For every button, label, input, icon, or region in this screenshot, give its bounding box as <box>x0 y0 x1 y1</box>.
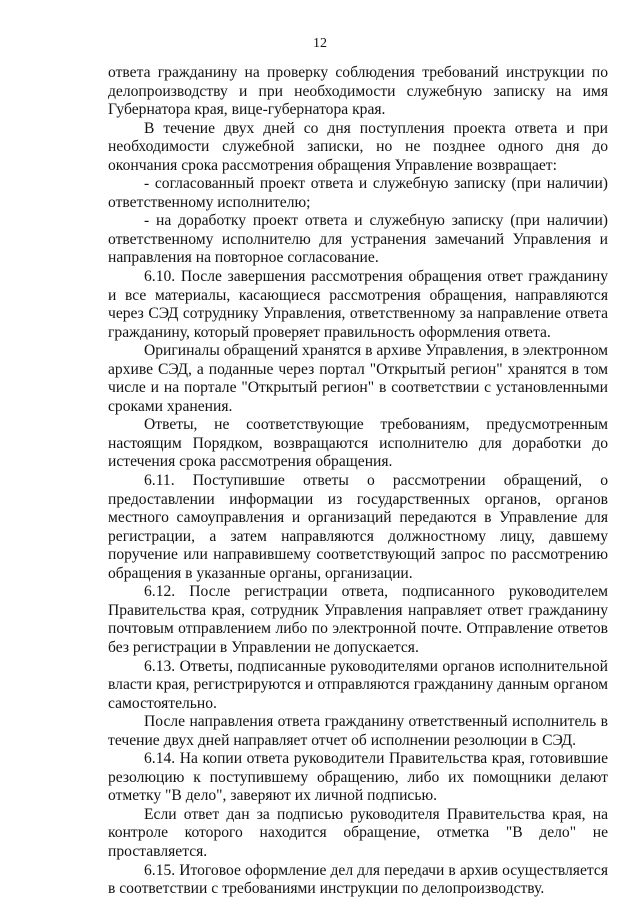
paragraph: Оригиналы обращений хранятся в архиве Управления, в электронном архиве СЭД, а поданные через портал "Открытый регион" хранятся в том числе и на портале "Открытый регион" в соответствии с установленными сроками хранения. <box>108 342 608 415</box>
list-item: - согласованный проект ответа и служебную записку (при наличии) ответственному исполнителю; <box>108 175 608 211</box>
section-6-13: 6.13. Ответы, подписанные руководителями органов исполнительной власти края, регистрируются и отправляются гражданину данным органом самостоятельно. <box>108 657 608 712</box>
paragraph: Если ответ дан за подписью руководителя Правительства края, на контроле которого находится обращение, отметка "В дело" не проставляется. <box>108 805 608 860</box>
section-6-10: 6.10. После завершения рассмотрения обращения ответ гражданину и все материалы, касающиеся рассмотрения обращения, направляются через СЭД сотруднику Управления, ответственному за направление ответа гражданину, который проверяет правильность оформления ответа. <box>108 268 608 341</box>
paragraph: В течение двух дней со дня поступления проекта ответа и при необходимости служебной записки, но не позднее одного дня до окончания срока рассмотрения обращения Управление возвращает: <box>108 119 608 174</box>
section-6-14: 6.14. На копии ответа руководители Правительства края, готовившие резолюцию к поступившему обращению, либо их помощники делают отметку "В дело", заверяют их личной подписью. <box>108 750 608 805</box>
paragraph: Ответы, не соответствующие требованиям, предусмотренным настоящим Порядком, возвращаются исполнителю для доработки до истечения срока рассмотрения обращения. <box>108 416 608 471</box>
list-item: - на доработку проект ответа и служебную записку (при наличии) ответственному исполнителю для устранения замечаний Управления и направления на повторное согласование. <box>108 212 608 267</box>
paragraph: После направления ответа гражданину ответственный исполнитель в течение двух дней направляет отчет об исполнении резолюции в СЭД. <box>108 713 608 749</box>
section-6-11: 6.11. Поступившие ответы о рассмотрении обращений, о предоставлении информации из государственных органов, органов местного самоуправления и организаций передаются в Управление для регистрации, а затем направляются должностному лицу, давшему поручение или направившему соответствующий запрос по рассмотрению обращения в указанные органы, организации. <box>108 472 608 582</box>
section-6-12: 6.12. После регистрации ответа, подписанного руководителем Правительства края, сотрудник Управления направляет ответ гражданину почтовым отправлением либо по электронной почте. Отправление ответов без регистрации в Управлении не допускается. <box>108 583 608 656</box>
paragraph: ответа гражданину на проверку соблюдения требований инструкции по делопроизводству и при необходимости служебную записку на имя Губернатора края, вице-губернатора края. <box>108 64 608 119</box>
document-body <box>108 64 608 899</box>
section-6-15: 6.15. Итоговое оформление дел для передачи в архив осуществляется в соответствии с требованиями инструкции по делопроизводству. <box>108 861 608 898</box>
page-number: 12 <box>313 36 327 51</box>
